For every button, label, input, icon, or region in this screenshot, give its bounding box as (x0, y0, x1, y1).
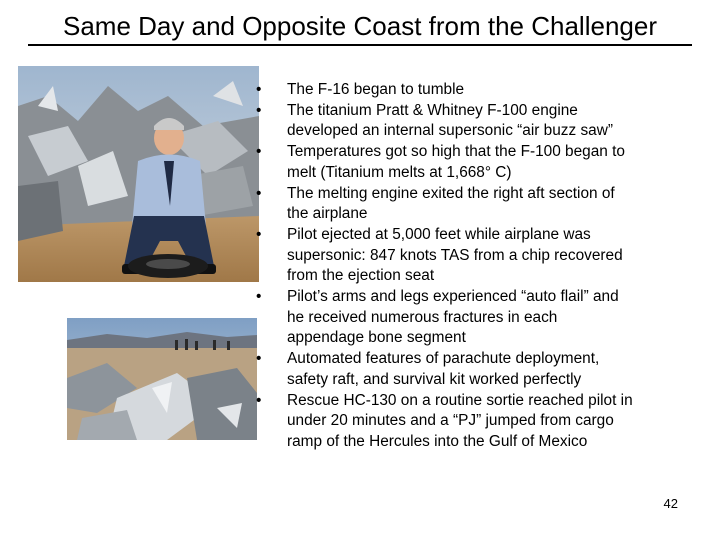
bullet-item (256, 142, 696, 183)
bullet-text-line: he received numerous fractures in each (287, 308, 558, 326)
bullet-text-line: from the ejection seat (287, 267, 435, 285)
photo-officer-with-engine-wreckage (18, 66, 259, 282)
bullet-text-line: The melting engine exited the right aft section of (287, 184, 615, 202)
bullet-text-line: supersonic: 847 knots TAS from a chip recovered (287, 246, 623, 264)
bullet-text-line: under 20 minutes and a “PJ” jumped from cargo (287, 412, 614, 430)
bullet-text-line: developed an internal supersonic “air buzz saw” (287, 122, 613, 140)
bullet-marker: • (256, 350, 262, 368)
bullet-text-line: Pilot ejected at 5,000 feet while airplane was (287, 225, 591, 243)
bullet-marker: • (256, 101, 262, 119)
bullet-item (256, 287, 696, 349)
bullet-text-line: ramp of the Hercules into the Gulf of Mexico (287, 432, 588, 450)
bullet-text-line: Pilot’s arms and legs experienced “auto flail” and (287, 288, 619, 306)
bullet-marker: • (256, 184, 262, 202)
bullet-item (256, 391, 696, 453)
bullet-text-line: the airplane (287, 205, 368, 223)
bullet-marker: • (256, 288, 262, 306)
bullet-text-line: melt (Titanium melts at 1,668° C) (287, 163, 512, 181)
bullet-text-line: Automated features of parachute deployment, (287, 350, 600, 368)
bullet-item (256, 101, 696, 142)
bullet-item (256, 225, 696, 287)
bullet-marker: • (256, 225, 262, 243)
bullet-item (256, 80, 696, 101)
bullet-item (256, 349, 696, 390)
photo-wreckage-field (67, 318, 257, 440)
bullet-text-line: safety raft, and survival kit worked perfectly (287, 370, 582, 388)
bullet-text-line: The F-16 began to tumble (287, 81, 465, 98)
bullet-marker: • (256, 81, 262, 98)
bullet-marker: • (256, 391, 262, 409)
bullet-text-line: The titanium Pratt & Whitney F-100 engine (287, 101, 578, 119)
slide-title: Same Day and Opposite Coast from the Challenger (63, 11, 657, 41)
bullet-text-line: appendage bone segment (287, 329, 466, 347)
title-underline (28, 44, 692, 46)
bullet-list (256, 80, 696, 453)
bullet-item (256, 184, 696, 225)
bullet-marker: • (256, 143, 262, 161)
bullet-text-line: Temperatures got so high that the F-100 began to (287, 143, 625, 161)
bullet-text-line: Rescue HC-130 on a routine sortie reached pilot in (287, 391, 633, 409)
page-number: 42 (663, 496, 678, 511)
